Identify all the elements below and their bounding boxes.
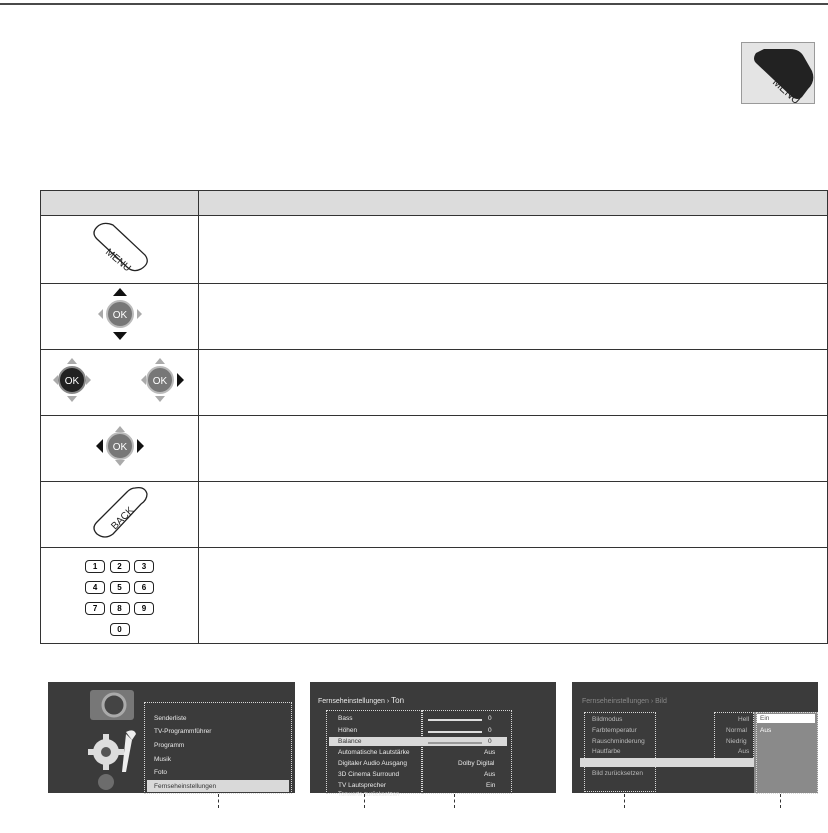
- description-column-header: [199, 191, 828, 216]
- setting-value: Aus: [484, 749, 496, 756]
- setting-label[interactable]: Hautfarbe: [592, 748, 621, 755]
- key-table: [40, 190, 828, 644]
- picture-settings-screenshot: [572, 682, 818, 793]
- setting-label[interactable]: Rauschminderung: [592, 738, 645, 745]
- bass-slider[interactable]: [428, 719, 482, 721]
- reset-label[interactable]: Bild zurücksetzen: [592, 770, 643, 777]
- callout-line: [218, 794, 219, 808]
- svg-text:OK: OK: [112, 310, 127, 321]
- setting-value: Normal: [726, 727, 747, 734]
- select-description: [199, 350, 828, 416]
- key-column-header: [41, 191, 199, 216]
- setting-value: Niedrig: [726, 738, 747, 745]
- sound-settings-screenshot: [310, 682, 556, 798]
- home-menu-screenshot: [48, 682, 295, 793]
- setting-value: 0: [488, 727, 492, 734]
- setting-label[interactable]: Bildmodus: [592, 716, 623, 723]
- setting-value: Ein: [486, 782, 496, 789]
- setting-label[interactable]: Digitaler Audio Ausgang: [338, 760, 408, 767]
- menu-item[interactable]: Foto: [154, 769, 168, 776]
- menu-item[interactable]: TV-Programmführer: [154, 728, 212, 735]
- top-rule: [0, 3, 828, 5]
- menu-description: [199, 216, 828, 284]
- balance-slider[interactable]: [428, 742, 482, 744]
- back-button-icon: [41, 482, 199, 548]
- menu-item[interactable]: Senderliste: [154, 715, 187, 722]
- title-prefix: Fernseheinstellungen ›: [582, 698, 654, 705]
- callout-line: [780, 794, 781, 808]
- callout-line: [364, 794, 365, 808]
- treble-slider[interactable]: [428, 731, 482, 733]
- options-frame: [756, 712, 818, 794]
- svg-text:OK: OK: [64, 376, 79, 387]
- callout-line: [454, 794, 455, 808]
- screen-title: [582, 698, 667, 705]
- svg-text:OK: OK: [112, 442, 127, 453]
- setting-value: Hell: [738, 716, 750, 723]
- ok-left-right-icons: [41, 350, 199, 416]
- ok-up-down-icon: [41, 284, 199, 350]
- setting-value: Aus: [738, 748, 750, 755]
- ok-left-right-arrows-icon: [41, 416, 199, 482]
- title-prefix: Fernseheinstellungen ›: [318, 698, 390, 705]
- svg-text:BACK: BACK: [108, 505, 136, 533]
- adjust-description: [199, 416, 828, 482]
- menu-item[interactable]: Musik: [154, 756, 171, 763]
- option-item[interactable]: Ein: [760, 715, 770, 722]
- svg-text:OK: OK: [152, 376, 167, 387]
- menu-button-icon: [41, 216, 199, 284]
- setting-value: Dolby Digital: [458, 760, 495, 767]
- setting-label[interactable]: Bass: [338, 715, 353, 722]
- svg-text:MENU: MENU: [769, 76, 803, 107]
- setting-value: Aus: [484, 771, 496, 778]
- menu-key-badge: [741, 42, 815, 107]
- setting-value: 0: [488, 738, 492, 745]
- selected-row-highlight: [580, 758, 760, 767]
- numbers-description: [199, 548, 828, 644]
- setting-value: 0: [488, 715, 492, 722]
- setting-label[interactable]: Tonwerte zurücksetzen: [338, 792, 400, 798]
- callout-line: [624, 794, 625, 808]
- menu-item[interactable]: Programm: [154, 742, 185, 749]
- screen-title: [318, 696, 404, 705]
- back-description: [199, 482, 828, 548]
- menu-item-selected[interactable]: Fernseheinstellungen: [154, 783, 217, 790]
- title-section: Bild: [655, 698, 667, 705]
- setting-label[interactable]: 3D Cinema Surround: [338, 771, 400, 778]
- setting-label[interactable]: Balance: [338, 738, 362, 745]
- svg-text:MENU: MENU: [102, 246, 133, 275]
- setting-label[interactable]: Automatische Lautstärke: [338, 749, 410, 756]
- navigate-description: [199, 284, 828, 350]
- title-section: Ton: [391, 696, 405, 705]
- setting-label[interactable]: Höhen: [338, 727, 358, 734]
- setting-label[interactable]: TV Lautsprecher: [338, 782, 387, 789]
- setting-label[interactable]: Farbtemperatur: [592, 727, 637, 734]
- values-frame: [422, 710, 512, 794]
- number-keys-icon: 1 2 3 4 5 6 7 8 9 0: [41, 548, 199, 644]
- option-item[interactable]: Aus: [760, 727, 772, 734]
